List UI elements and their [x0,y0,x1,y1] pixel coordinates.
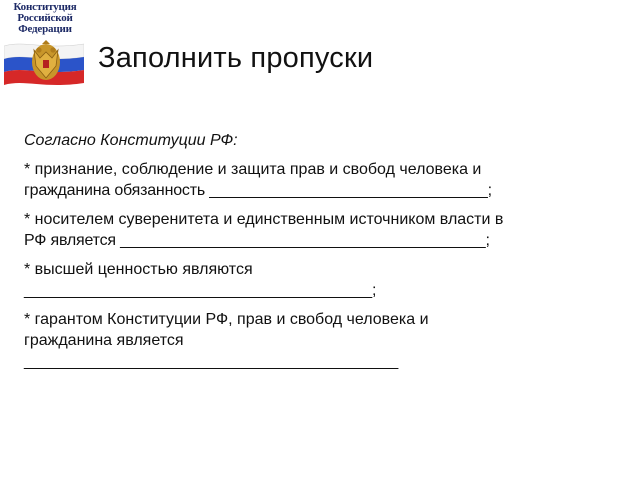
intro-text: Согласно Конституции РФ: [24,132,238,149]
item-line: * носителем суверенитета и единственным источником власти в [24,211,504,228]
list-item [24,159,624,201]
russian-flag-icon [4,40,84,86]
logo-caption-line-1: Конституция [13,1,77,13]
constitution-logo [4,2,86,88]
item-line-with-blank: ________________________________________; [24,282,377,299]
item-line: * высшей ценностью являются [24,261,253,278]
list-item [24,209,624,251]
item-line: * гарантом Конституции РФ, прав и свобод человека и [24,311,429,328]
item-blank-line: ___________________________________________ [24,353,399,370]
item-line: * признание, соблюдение и защита прав и свобод человека и [24,161,482,178]
list-item [24,309,624,372]
logo-caption-line-3: Федерации [18,23,72,35]
content [24,130,624,380]
item-line-with-blank: гражданина обязанность ________________________________; [24,182,492,199]
item-line: гражданина является [24,332,184,349]
list-item [24,259,624,301]
page-title: Заполнить пропуски [98,42,374,74]
logo-caption-line-2: Российской [17,12,73,24]
item-line-with-blank: РФ является __________________________________________; [24,232,490,249]
logo-caption [8,2,82,35]
